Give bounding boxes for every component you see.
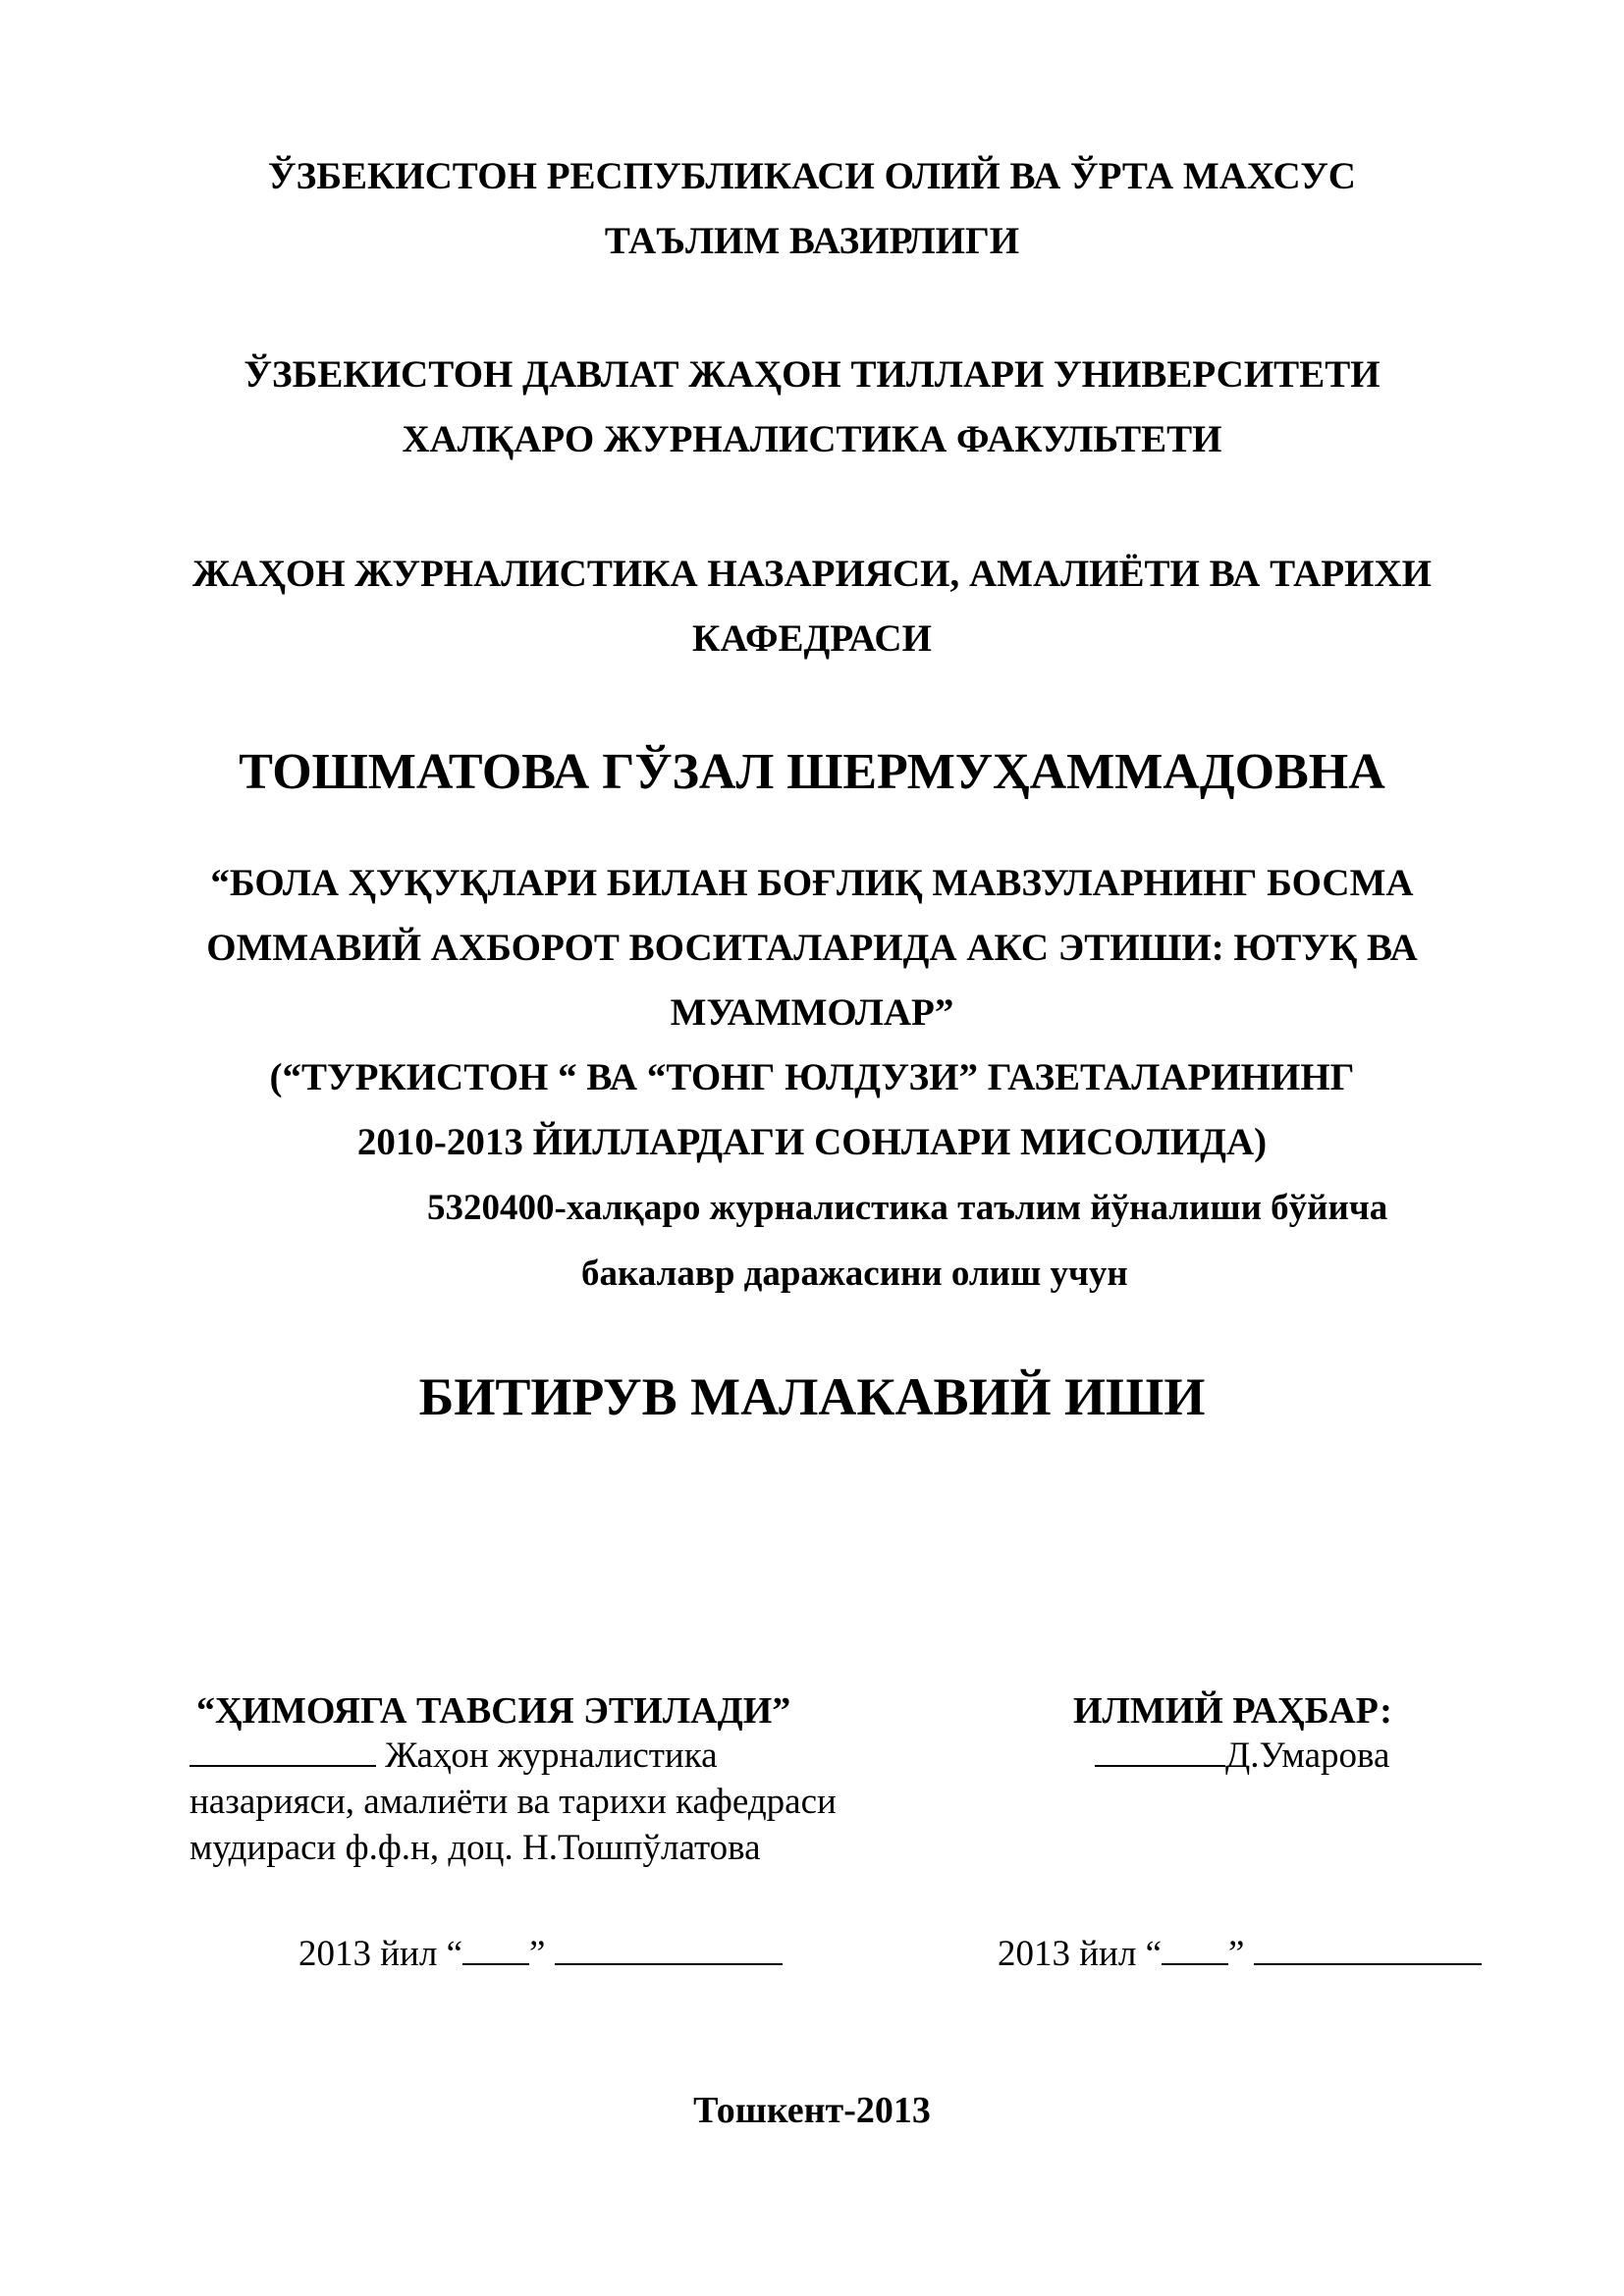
approval-text-3: мудираси ф.ф.н, доц. Н.Тошпўлатова [189, 1828, 761, 1868]
ministry-line-2: ТАЪЛИМ ВАЗИРЛИГИ [604, 220, 1020, 262]
faculty-line: ХАЛҚАРО ЖУРНАЛИСТИКА ФАКУЛЬТЕТИ [402, 418, 1222, 460]
degree-line-2: бакалавр даражасини олиш учун [581, 1254, 1128, 1294]
approval-date-prefix: 2013 йил “ [298, 1934, 462, 1974]
approval-date [298, 1932, 783, 1977]
supervisor-month-blank [1254, 1963, 1482, 1965]
approval-date-quote: ” [529, 1934, 546, 1974]
supervisor-line [1095, 1734, 1389, 1779]
approval-month-blank [555, 1963, 783, 1965]
supervisor-date-quote: ” [1228, 1934, 1245, 1974]
degree-line-1: 5320400-халқаро журналистика таълим йўналиши бўйича [427, 1188, 1388, 1228]
work-type-title: БИТИРУВ МАЛАКАВИЙ ИШИ [418, 1367, 1206, 1426]
supervisor-name: Д.Умарова [1225, 1735, 1390, 1776]
topic-line-5: 2010-2013 ЙИЛЛАРДАГИ СОНЛАРИ МИСОЛИДА) [356, 1121, 1268, 1163]
approval-text-1: Жаҳон журналистика [385, 1735, 718, 1776]
topic-line-2: ОММАВИЙ АХБОРОТ ВОСИТАЛАРИДА АКС ЭТИШИ: ЮТУҚ ВА [206, 927, 1418, 969]
supervisor-signature-blank [1095, 1765, 1225, 1767]
supervisor-heading: ИЛМИЙ РАҲБАР: [1073, 1690, 1392, 1732]
topic-line-3: МУАММОЛАР” [670, 991, 954, 1034]
topic-line-4: (“ТУРКИСТОН “ ВА “ТОНГ ЮЛДУЗИ” ГАЗЕТАЛАРИНИНГ [269, 1056, 1355, 1098]
approval-heading: “ҲИМОЯГА ТАВСИЯ ЭТИЛАДИ” [196, 1690, 791, 1732]
supervisor-date-prefix: 2013 йил “ [998, 1934, 1162, 1974]
approval-day-blank [462, 1963, 529, 1965]
approval-line-1 [189, 1734, 718, 1779]
signature-blank [189, 1765, 376, 1767]
footer-city-year: Тошкент-2013 [693, 2090, 931, 2131]
author-name: ТОШМАТОВА ГЎЗАЛ ШЕРМУҲАММАДОВНА [239, 744, 1385, 800]
supervisor-day-blank [1162, 1963, 1228, 1965]
department-line-1: ЖАҲОН ЖУРНАЛИСТИКА НАЗАРИЯСИ, АМАЛИЁТИ ВА ТАРИХИ [192, 553, 1432, 595]
supervisor-date [998, 1932, 1482, 1977]
university-line-1: ЎЗБЕКИСТОН ДАВЛАТ ЖАҲОН ТИЛЛАРИ УНИВЕРСИТЕТИ [244, 353, 1380, 396]
ministry-line-1: ЎЗБЕКИСТОН РЕСПУБЛИКАСИ ОЛИЙ ВА ЎРТА МАХСУС [268, 155, 1356, 197]
department-line-2: КАФЕДРАСИ [692, 617, 932, 660]
topic-line-1: “БОЛА ҲУҚУҚЛАРИ БИЛАН БОҒЛИҚ МАВЗУЛАРНИНГ БОСМА [210, 862, 1414, 904]
approval-text-2: назарияси, амалиёти ва тарихи кафедраси [189, 1782, 837, 1822]
